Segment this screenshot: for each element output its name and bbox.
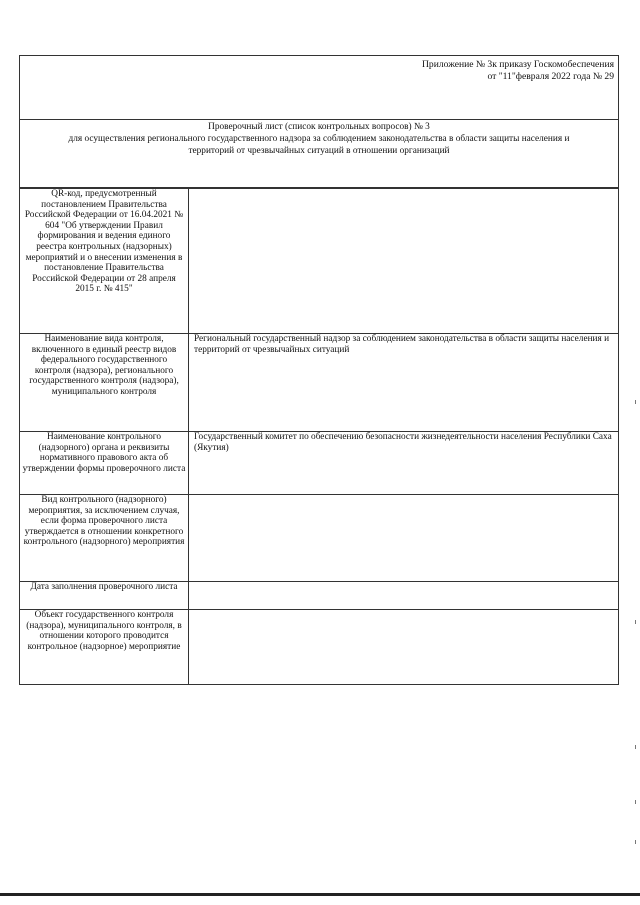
scan-artifact	[635, 800, 636, 804]
scan-bottom-edge	[0, 893, 640, 896]
row-value-authority: Государственный комитет по обеспечению безопасности жизнедеятельности населения Республики Саха (Якутия)	[189, 432, 619, 495]
row-label-control-object: Объект государственного контроля (надзора), муниципального контроля, в отношении которого проводится контрольное (надзорное) мероприятие	[20, 610, 189, 685]
table-row	[20, 334, 619, 432]
scan-artifact	[635, 840, 636, 844]
table-row	[20, 432, 619, 495]
title-line-2: для осуществления регионального государственного надзора за соблюдением законодательства в области защиты населения и	[68, 134, 570, 144]
header-box	[19, 55, 619, 119]
row-label-control-type: Наименование вида контроля, включенного в единый реестр видов федерального государственного контроля (надзора), регионального государственного контроля (надзора), муниципального контроля	[20, 334, 189, 432]
table-row	[20, 495, 619, 582]
row-label-qr-code: QR-код, предусмотренный постановлением Правительства Российской Федерации от 16.04.2021 № 604 "Об утверждении Правил формирования и ведения единого реестра контрольных (надзорных) мероприятий и о внесении изменения в постановление Правительства Российской Федерации от 28 апреля 2015 г. № 415"	[20, 189, 189, 334]
checklist-title	[19, 119, 619, 188]
row-value-control-type: Региональный государственный надзор за соблюдением законодательства в области защиты населения и территорий от чрезвычайных ситуаций	[189, 334, 619, 432]
scan-artifact	[635, 745, 636, 749]
row-value-control-object	[189, 610, 619, 685]
scan-artifact	[635, 620, 636, 624]
title-line-3: территорий от чрезвычайных ситуаций в отношении организаций	[188, 146, 450, 156]
appendix-note	[422, 59, 614, 83]
title-line-1: Проверочный лист (список контрольных вопросов) № 3	[208, 122, 430, 132]
table-row	[20, 582, 619, 610]
table-row	[20, 189, 619, 334]
row-label-event-type: Вид контрольного (надзорного) мероприятия, за исключением случая, если форма проверочного листа утверждается в отношении конкретного контрольного (надзорного) мероприятия	[20, 495, 189, 582]
row-value-event-type	[189, 495, 619, 582]
document-frame	[19, 55, 619, 685]
table-row	[20, 610, 619, 685]
row-value-qr-code	[189, 189, 619, 334]
row-label-authority: Наименование контрольного (надзорного) органа и реквизиты нормативного правового акта об утверждении формы проверочного листа	[20, 432, 189, 495]
scan-artifact	[635, 400, 636, 404]
row-value-fill-date	[189, 582, 619, 610]
row-label-fill-date: Дата заполнения проверочного листа	[20, 582, 189, 610]
appendix-line-1: Приложение № 3к приказу Госкомобеспечения	[421, 59, 614, 70]
checklist-details-table	[19, 188, 619, 685]
appendix-line-2: от "11"февраля 2022 года № 29	[487, 71, 614, 82]
